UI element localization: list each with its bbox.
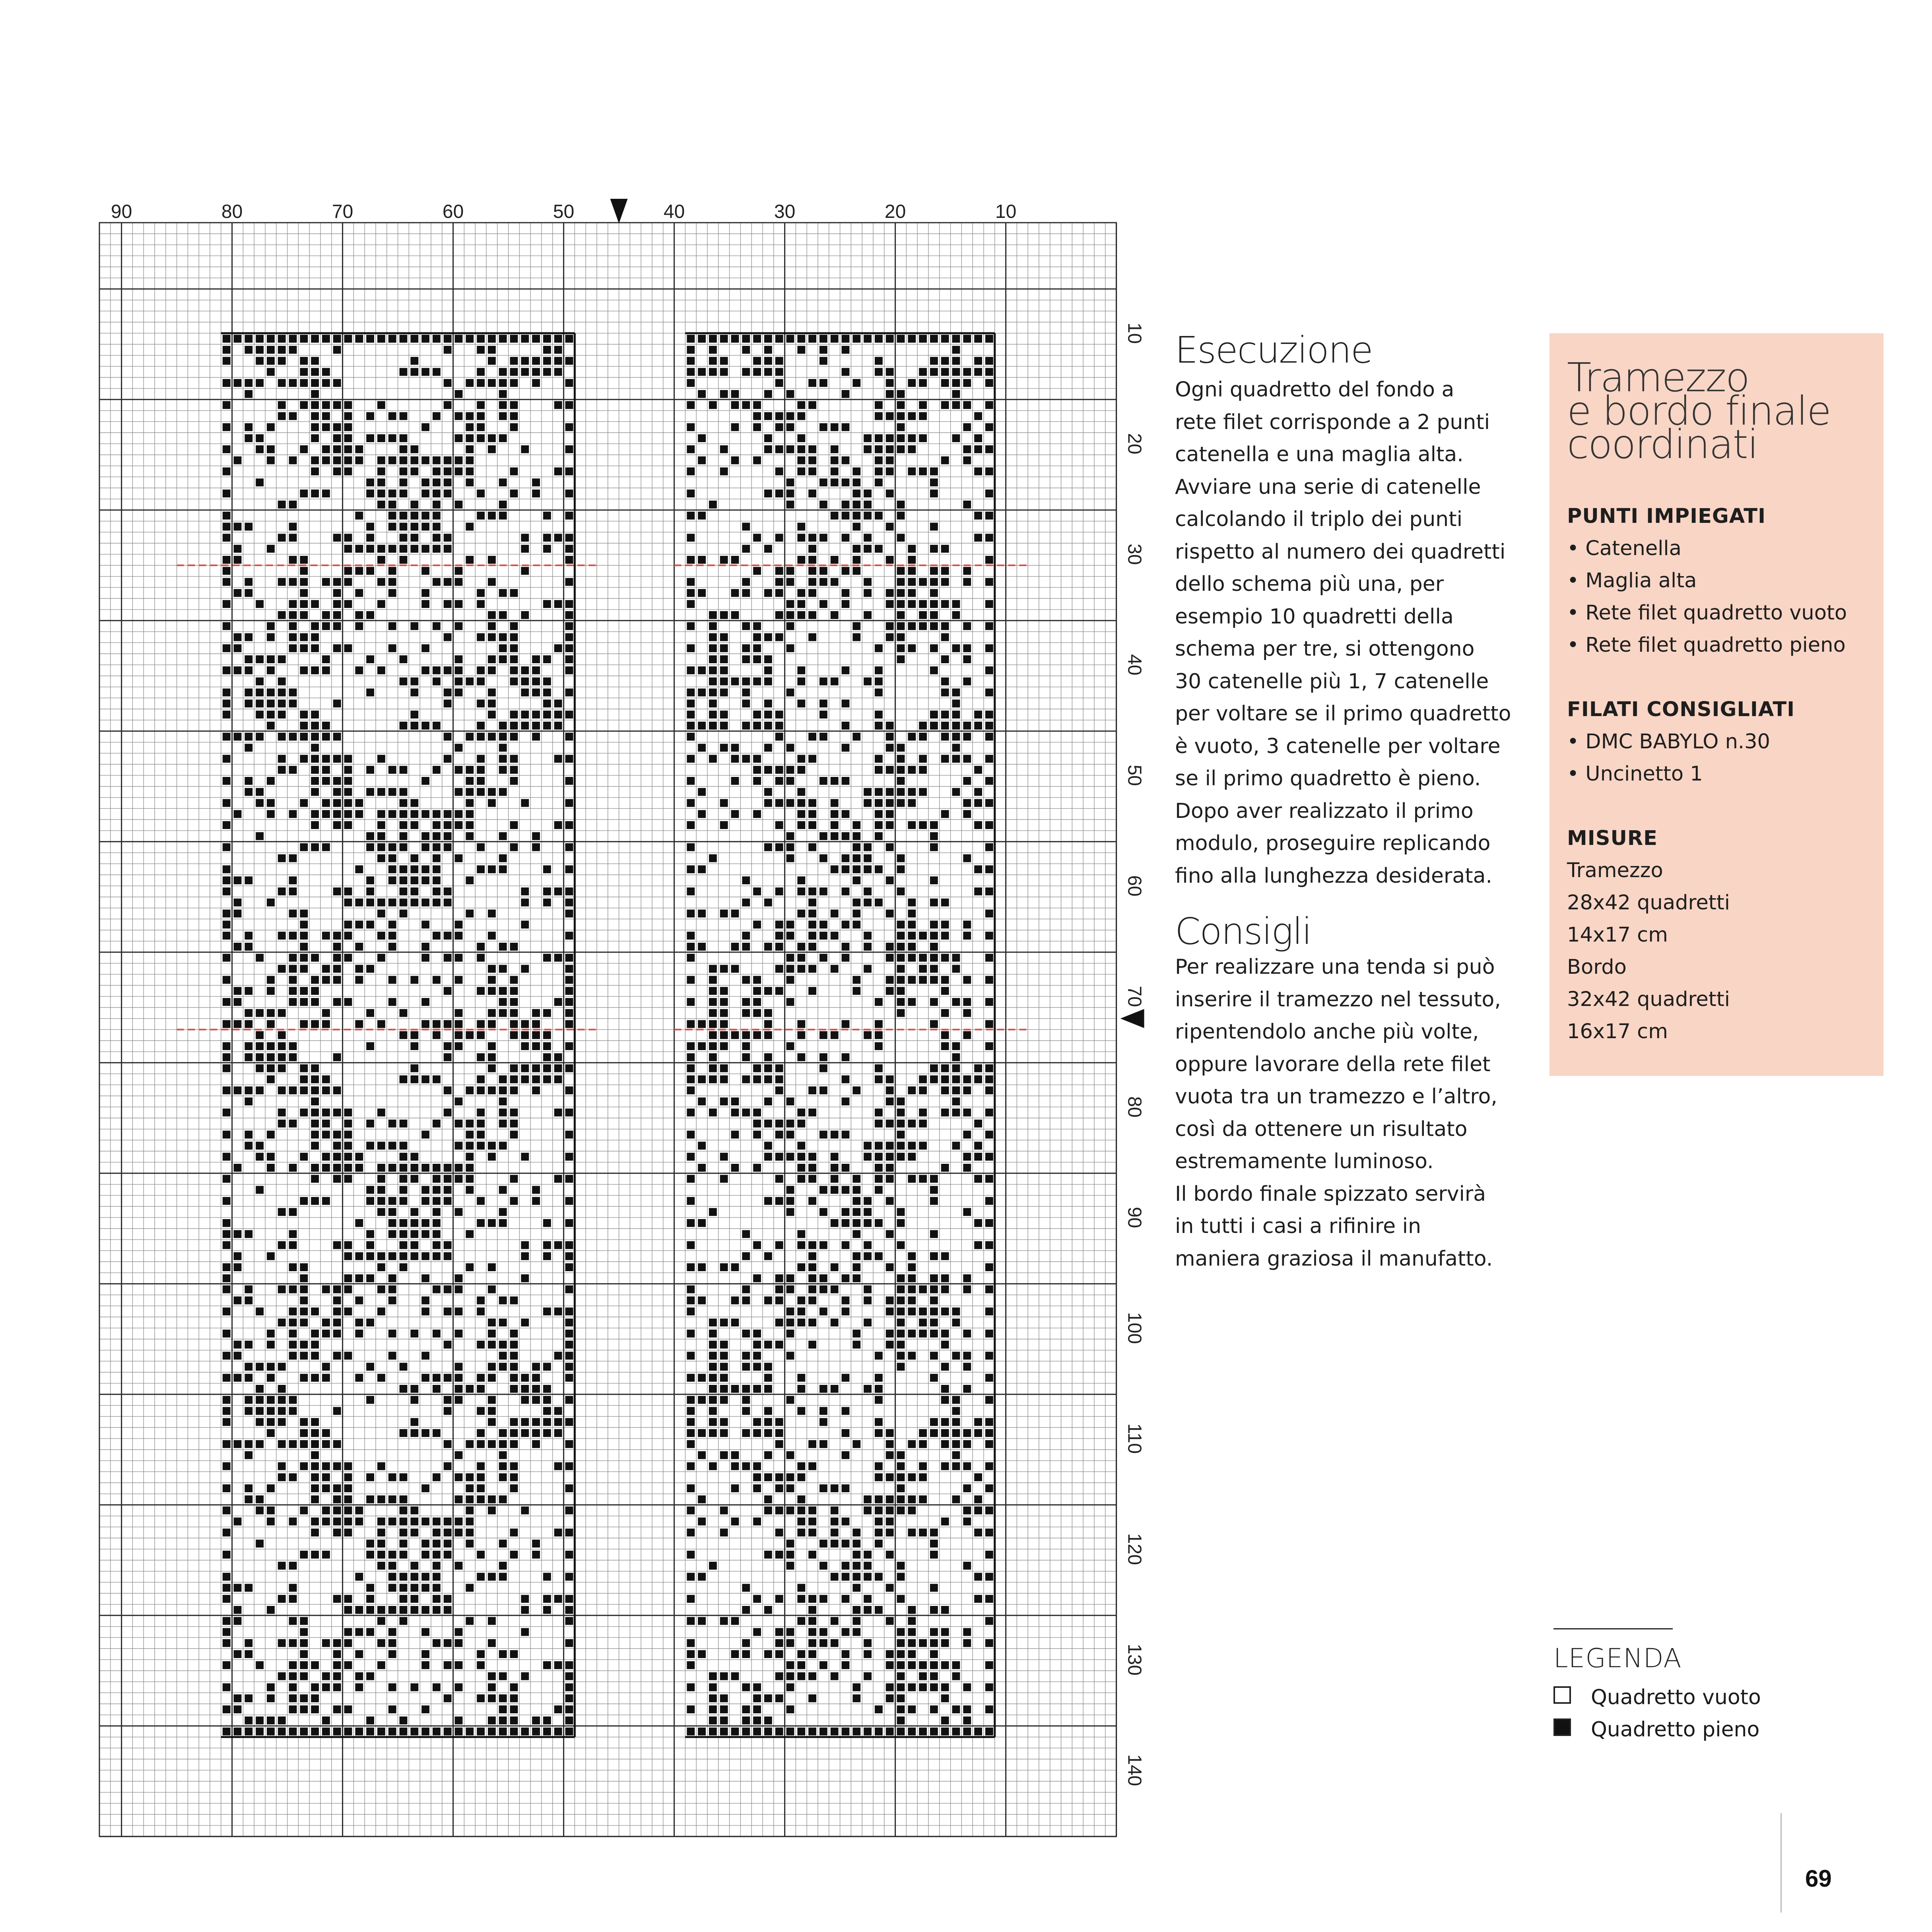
esecuzione-line: è vuoto, 3 catenelle per voltare (1175, 734, 1501, 758)
consigli-line: Per realizzare una tenda si può (1175, 955, 1495, 979)
misure-item: 16x17 cm (1567, 1020, 1668, 1043)
row-number: 130 (1124, 1643, 1145, 1676)
esecuzione-line: modulo, proseguire replicando (1175, 831, 1491, 855)
consigli-line: vuota tra un tramezzo e l’altro, (1175, 1085, 1497, 1109)
misure-item: 32x42 quadretti (1567, 988, 1730, 1011)
row-number: 60 (1124, 875, 1145, 897)
start-arrow-icon (610, 199, 628, 223)
esecuzione-line: se il primo quadretto è pieno. (1175, 767, 1481, 790)
filet-chart-grid (91, 187, 1165, 1845)
row-number: 70 (1124, 986, 1145, 1007)
punti-item: • Catenella (1567, 537, 1682, 560)
column-number: 60 (442, 201, 464, 222)
row-number: 20 (1124, 433, 1145, 454)
consigli-line: così da ottenere un risultato (1175, 1117, 1468, 1141)
filled-square-icon (1553, 1718, 1571, 1736)
column-number: 80 (221, 201, 243, 222)
column-number: 20 (884, 201, 906, 222)
misure-item: Bordo (1567, 955, 1627, 979)
legend-row-empty (1553, 1682, 1832, 1714)
column-number: 40 (663, 201, 685, 222)
esecuzione-text (1175, 374, 1511, 892)
info-box (1549, 333, 1883, 1076)
page-divider (1781, 1813, 1782, 1913)
consigli-line: in tutti i casi a rifinire in (1175, 1214, 1421, 1238)
info-title-line: e bordo finale (1567, 388, 1831, 434)
row-number: 120 (1124, 1533, 1145, 1565)
misure-item: Tramezzo (1567, 859, 1663, 882)
punti-heading: PUNTI IMPIEGATI (1567, 505, 1766, 528)
row-number: 110 (1124, 1423, 1145, 1454)
info-title (1567, 354, 1866, 468)
page-number: 69 (1805, 1865, 1832, 1892)
legend-empty-label: Quadretto vuoto (1591, 1685, 1761, 1709)
esecuzione-line: dello schema più una, per (1175, 572, 1444, 596)
legend-divider (1553, 1628, 1673, 1629)
row-number: 140 (1124, 1754, 1145, 1786)
esecuzione-line: schema per tre, si ottengono (1175, 637, 1475, 661)
column-number: 10 (995, 201, 1017, 222)
esecuzione-line: catenella e una maglia alta. (1175, 443, 1464, 466)
legend-row-filled (1553, 1714, 1832, 1746)
esecuzione-line: fino alla lunghezza desiderata. (1175, 864, 1493, 888)
esecuzione-line: esempio 10 quadretti della (1175, 604, 1454, 629)
legend-filled-label: Quadretto pieno (1591, 1718, 1760, 1742)
filati-item: • Uncinetto 1 (1567, 762, 1703, 786)
consigli-line: Il bordo finale spizzato servirà (1175, 1182, 1486, 1206)
esecuzione-line: per voltare se il primo quadretto (1175, 702, 1511, 726)
misure-item: 28x42 quadretti (1567, 891, 1730, 915)
esecuzione-line: Ogni quadretto del fondo a (1175, 378, 1454, 402)
filati-item: • DMC BABYLO n.30 (1567, 730, 1770, 753)
consigli-text (1175, 951, 1501, 1275)
esecuzione-title: Esecuzione (1175, 329, 1373, 371)
filet-chart (91, 187, 1165, 1845)
misure-item: 14x17 cm (1567, 923, 1668, 947)
esecuzione-line: rispetto al numero dei quadretti (1175, 540, 1506, 564)
punti-item: • Rete filet quadretto pieno (1567, 633, 1846, 657)
column-number: 70 (332, 201, 353, 222)
info-title-line: Tramezzo (1567, 354, 1749, 401)
misure-heading: MISURE (1567, 827, 1658, 850)
column-number: 30 (774, 201, 796, 222)
row-number: 40 (1124, 654, 1145, 676)
legend-title: LEGENDA (1553, 1643, 1682, 1674)
column-number: 50 (553, 201, 575, 222)
row-number: 100 (1124, 1312, 1145, 1344)
row-number: 80 (1124, 1096, 1145, 1118)
filati-heading: FILATI CONSIGLIATI (1567, 698, 1795, 721)
row-number: 90 (1124, 1207, 1145, 1228)
consigli-line: maniera graziosa il manufatto. (1175, 1247, 1493, 1271)
column-number: 90 (111, 201, 132, 222)
punti-item: • Rete filet quadretto vuoto (1567, 601, 1847, 625)
row-arrow-icon (1120, 1009, 1144, 1028)
consigli-title: Consigli (1175, 910, 1311, 953)
consigli-line: ripentendolo anche più volte, (1175, 1020, 1479, 1044)
row-number: 30 (1124, 544, 1145, 565)
esecuzione-line: Dopo aver realizzato il primo (1175, 799, 1474, 823)
row-number: 50 (1124, 765, 1145, 786)
esecuzione-line: rete filet corrisponde a 2 punti (1175, 410, 1490, 434)
consigli-line: inserire il tramezzo nel tessuto, (1175, 987, 1501, 1012)
esecuzione-line: Avviare una serie di catenelle (1175, 475, 1481, 499)
empty-square-icon (1553, 1686, 1571, 1704)
punti-item: • Maglia alta (1567, 569, 1697, 592)
esecuzione-line: 30 catenelle più 1, 7 catenelle (1175, 669, 1489, 693)
consigli-line: oppure lavorare della rete filet (1175, 1052, 1491, 1076)
consigli-line: estremamente luminoso. (1175, 1149, 1434, 1173)
row-number: 10 (1124, 322, 1145, 344)
info-title-line: coordinati (1567, 421, 1758, 468)
esecuzione-line: calcolando il triplo dei punti (1175, 507, 1463, 531)
legend (1553, 1628, 1832, 1746)
